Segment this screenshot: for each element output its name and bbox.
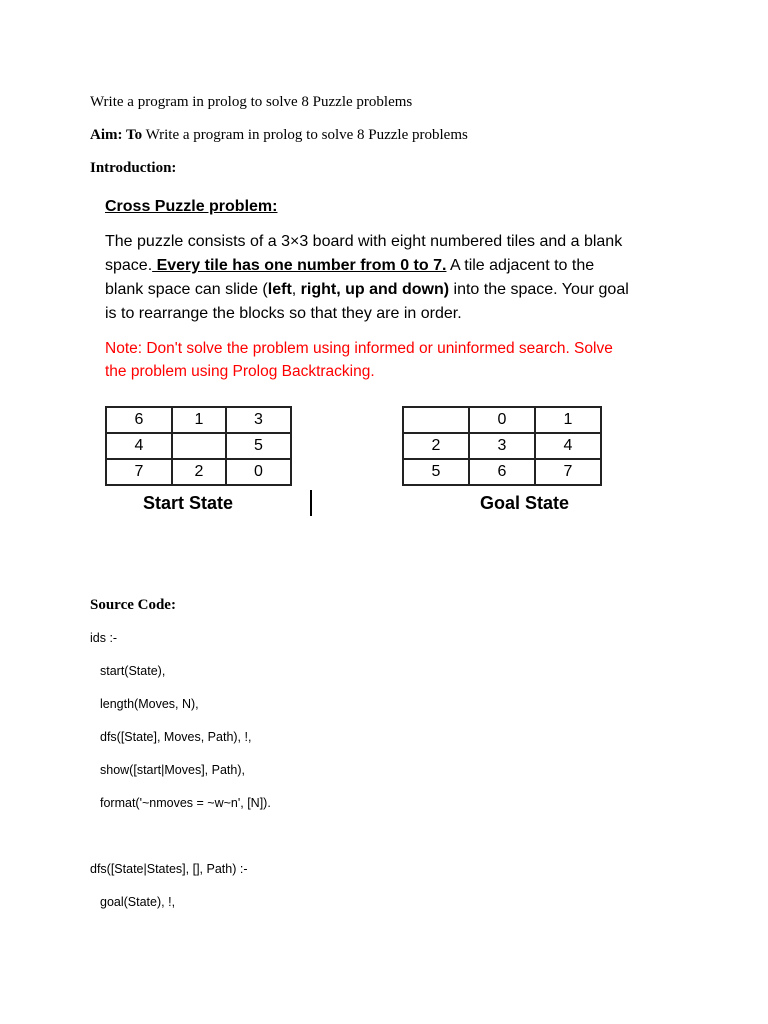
code-line: dfs([State], Moves, Path), !,	[100, 730, 252, 744]
tile: 0	[226, 459, 291, 485]
aim-label: Aim: To	[90, 127, 143, 143]
goal-state-caption: Goal State	[480, 493, 570, 513]
tile: 5	[226, 433, 291, 459]
puzzle-heading: Cross Puzzle problem:	[105, 198, 278, 215]
grid-row	[106, 407, 291, 433]
para-l3-c: ,	[291, 281, 301, 298]
grid-row	[106, 459, 291, 485]
code-line: format('~nmoves = ~w~n', [N]).	[100, 796, 271, 810]
grid-row	[403, 407, 601, 433]
para-line-3	[105, 278, 629, 302]
source-code-label: Source Code:	[90, 597, 176, 613]
tile: 2	[403, 433, 469, 459]
para-line-4: is to rearrange the blocks so that they are in order.	[105, 305, 462, 322]
code-line: length(Moves, N),	[100, 697, 199, 711]
tile: 4	[535, 433, 601, 459]
tile: 6	[106, 407, 172, 433]
para-l3-a: blank space can slide (	[105, 281, 268, 298]
start-state-grid	[105, 406, 292, 486]
tile: 2	[172, 459, 226, 485]
note-line-1: Note: Don't solve the problem using informed or uninformed search. Solve	[105, 340, 613, 357]
code-line: dfs([State|States], [], Path) :-	[90, 862, 248, 876]
para-line-1: The puzzle consists of a 3×3 board with eight numbered tiles and a blank	[105, 233, 623, 250]
tile: 5	[403, 459, 469, 485]
para-l2-b: Every tile has one number from 0 to 7.	[152, 257, 447, 274]
title-line: Write a program in prolog to solve 8 Puzzle problems	[90, 94, 413, 110]
para-l3-b: left	[267, 281, 292, 298]
divider	[310, 490, 312, 516]
tile	[172, 433, 226, 459]
tile: 1	[535, 407, 601, 433]
para-l2-c: A tile adjacent to the	[446, 257, 595, 274]
tile: 3	[226, 407, 291, 433]
tile: 4	[106, 433, 172, 459]
tile: 0	[469, 407, 535, 433]
tile: 7	[535, 459, 601, 485]
para-l2-a: space.	[105, 257, 153, 274]
para-line-2	[105, 254, 594, 278]
aim-text: Write a program in prolog to solve 8 Puzzle problems	[142, 127, 468, 143]
introduction-label: Introduction:	[90, 160, 177, 176]
tile: 3	[469, 433, 535, 459]
code-line: ids :-	[90, 631, 118, 645]
tile: 6	[469, 459, 535, 485]
goal-state-grid	[402, 406, 602, 486]
tile	[403, 407, 469, 433]
aim-line	[90, 127, 468, 144]
tile: 7	[106, 459, 172, 485]
para-l3-d: right, up and down)	[300, 281, 450, 298]
tile: 1	[172, 407, 226, 433]
note-line-2: the problem using Prolog Backtracking.	[105, 363, 375, 380]
code-line: goal(State), !,	[100, 895, 176, 909]
code-line: show([start|Moves], Path),	[100, 763, 245, 777]
grid-row	[403, 433, 601, 459]
start-state-caption: Start State	[143, 493, 234, 513]
code-line: start(State),	[100, 664, 166, 678]
grid-row	[106, 433, 291, 459]
grid-row	[403, 459, 601, 485]
para-l3-e: into the space. Your goal	[449, 281, 629, 298]
